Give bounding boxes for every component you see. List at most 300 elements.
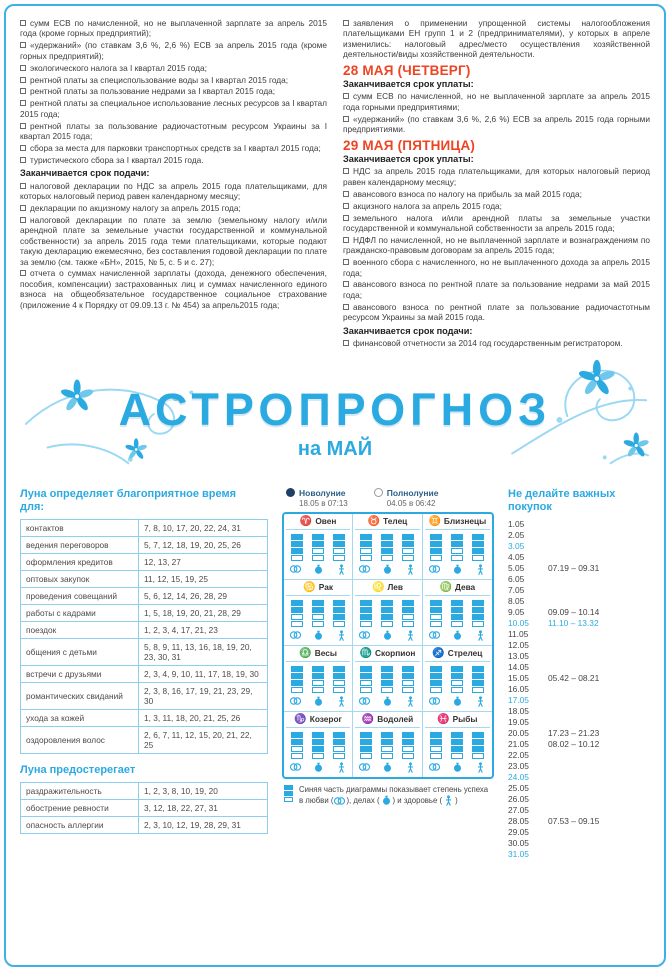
zodiac-cell [423, 514, 492, 580]
bar-segment [381, 607, 393, 613]
zodiac-bars [355, 600, 419, 627]
moon-phase-datetime: 18.05 в 07:13 [299, 498, 348, 508]
zodiac-name: Дева [454, 582, 476, 593]
zodiac-bar-business [381, 534, 393, 561]
zodiac-bar-business [312, 732, 324, 759]
deadline-text: НДФЛ по начисленной, но не выплаченной зарплате и вознаграждениям по гражданско-правовым договорам за апрель 2015 года; [343, 234, 650, 256]
activity-label: оптовых закупок [21, 570, 139, 587]
bar-segment [430, 621, 442, 627]
checkbox-icon [20, 217, 26, 223]
activity-label: проведения совещаний [21, 587, 139, 604]
bar-segment [472, 673, 484, 679]
checkbox-icon [20, 88, 26, 94]
zodiac-cell-header [425, 516, 490, 530]
deadline-item [343, 166, 650, 187]
section-header: Заканчивается срок подачи: [343, 325, 473, 336]
activity-label: опасность аллергии [21, 816, 139, 833]
bar-segment [360, 621, 372, 627]
bar-segment [333, 666, 345, 672]
bar-segment [360, 673, 372, 679]
rings-icon [358, 762, 371, 773]
zodiac-category-icons [355, 762, 419, 773]
moon-phase-legend [286, 488, 494, 508]
money-bag-icon [451, 696, 464, 707]
dates-value: 5, 8, 9, 11, 13, 16, 18, 19, 20, 23, 30, 31 [139, 638, 268, 665]
zodiac-bar-love [360, 600, 372, 627]
zodiac-bar-love [291, 600, 303, 627]
deadline-text: заявления о применении упрощенной системы налогообложения плательщиками ЕН групп 1 и 2 (предпринимателями), у которых в апреле изменились: налоговый адрес/место осуществления хозяйственной деятельности/виды хозяйственной деятельности. [343, 18, 650, 60]
deadline-text: «удержаний» (по ставкам 3,6 %, 2,6 %) ЕСВ за апрель 2015 года (кроме горных предприятий); [20, 40, 327, 61]
zodiac-cell [353, 712, 422, 777]
bar-segment [333, 746, 345, 752]
bar-segment [451, 673, 463, 679]
deadline-text: НДС за апрель 2015 года плательщиками, для которых налоговый период равен календарному месяцу; [343, 166, 650, 187]
bar-segment [360, 753, 372, 759]
bar-segment [312, 673, 324, 679]
rings-icon [289, 564, 302, 575]
bar-segment [291, 607, 303, 613]
moon-phase-item [286, 488, 348, 508]
section-header: Заканчивается срок уплаты: [343, 153, 474, 164]
checkbox-icon [20, 65, 26, 71]
bar-segment [472, 621, 484, 627]
deadline-item [20, 63, 327, 73]
rings-icon [289, 696, 302, 707]
astro-title: АСТРОПРОГНОЗ [118, 383, 552, 435]
bar-segment [333, 614, 345, 620]
zodiac-grid [284, 514, 492, 777]
deadline-item [20, 268, 327, 310]
bar-segment [472, 746, 484, 752]
bar-segment [430, 614, 442, 620]
bar-segment [333, 607, 345, 613]
zodiac-bar-health [472, 534, 484, 561]
zodiac-bars [425, 600, 490, 627]
zodiac-bar-health [402, 666, 414, 693]
table-row [21, 587, 268, 604]
activity-label: романтических свиданий [21, 682, 139, 709]
purchase-day-row [508, 717, 650, 728]
purchase-time: 11.10 – 13.32 [548, 617, 599, 628]
dates-value: 5, 6, 12, 14, 26, 28, 29 [139, 587, 268, 604]
table-row [21, 816, 268, 833]
purchase-time: 07.53 – 09.15 [548, 815, 600, 826]
dates-value: 5, 7, 12, 18, 19, 20, 25, 26 [139, 536, 268, 553]
deadline-item [343, 338, 650, 348]
zodiac-name: Рыбы [452, 714, 478, 725]
zodiac-cell [353, 580, 422, 646]
zodiac-cell [284, 712, 353, 777]
zodiac-legend [282, 785, 494, 807]
bar-segment [333, 548, 345, 554]
checkbox-icon [20, 100, 26, 106]
bar-segment [402, 666, 414, 672]
dates-value: 1, 2, 3, 4, 17, 21, 23 [139, 621, 268, 638]
bar-segment [381, 746, 393, 752]
bar-segment [312, 666, 324, 672]
purchase-date: 24.05 [508, 771, 529, 782]
magazine-page [4, 4, 666, 967]
zodiac-bar-business [381, 600, 393, 627]
purchase-day-row [508, 629, 650, 640]
zodiac-legend-text: Синяя часть диаграммы показывает степень успеха в любви ( ), делах ( ) и здоровье ( ) [299, 784, 489, 805]
bar-segment [402, 732, 414, 738]
filing-deadline-list [20, 181, 327, 310]
bar-segment [312, 534, 324, 540]
favorable-heading: Луна определяет благоприятное время для: [20, 487, 237, 513]
bar-segment [312, 607, 324, 613]
dates-value: 3, 12, 18, 22, 27, 31 [139, 799, 268, 816]
bar-segment [312, 548, 324, 554]
checkbox-icon [20, 42, 26, 48]
bar-segment [360, 600, 372, 606]
calendar-left-column [20, 18, 327, 350]
purchases-heading: Не делайте важных покупок [508, 487, 616, 513]
purchase-day-row [508, 827, 650, 838]
zodiac-symbol-icon: ♒ [361, 713, 375, 725]
purchase-date: 27.05 [508, 804, 529, 815]
bar-segment [291, 548, 303, 554]
bar-segment [430, 548, 442, 554]
purchase-date: 8.05 [508, 595, 525, 606]
zodiac-column [282, 488, 494, 860]
bar-segment [472, 555, 484, 561]
bar-segment [312, 739, 324, 745]
zodiac-bar-health [402, 534, 414, 561]
person-icon [335, 630, 348, 641]
zodiac-cell-header [286, 582, 350, 596]
dates-value: 11, 12, 15, 19, 25 [139, 570, 268, 587]
bar-segment [430, 746, 442, 752]
zodiac-cell-header [425, 714, 490, 728]
date-heading: 29 МАЯ (ПЯТНИЦА) [343, 137, 476, 153]
purchase-day-row [508, 585, 650, 596]
purchase-day-row [508, 519, 650, 530]
deadline-text: акцизного налога за апрель 2015 года; [353, 200, 502, 211]
person-icon [335, 696, 348, 707]
table-row [21, 665, 268, 682]
bar-segment [360, 732, 372, 738]
deadline-text: сбора за места для парковки транспортных средств за I квартал 2015 года; [30, 142, 321, 153]
person-icon [474, 564, 487, 575]
purchase-day-row [508, 728, 650, 739]
purchase-date: 5.05 [508, 562, 525, 573]
bar-segment [333, 739, 345, 745]
activity-label: обострение ревности [21, 799, 139, 816]
purchase-day-row [508, 706, 650, 717]
date-heading: 28 МАЯ (ЧЕТВЕРГ) [343, 62, 471, 78]
purchase-date: 13.05 [508, 650, 529, 661]
bar-segment [472, 600, 484, 606]
zodiac-bars [355, 666, 419, 693]
zodiac-cell-header [425, 648, 490, 662]
deadline-item [20, 143, 327, 153]
moon-phase-name: Полнолуние [386, 487, 439, 498]
money-bag-icon [451, 630, 464, 641]
deadline-text: налоговой декларации по НДС за апрель 2015 года плательщиками, для которых налоговый период равен календарному месяцу; [20, 180, 327, 202]
purchase-day-row [508, 838, 650, 849]
zodiac-bar-business [451, 534, 463, 561]
money-bag-icon [451, 762, 464, 773]
checkbox-icon [343, 203, 349, 209]
zodiac-bar-business [381, 666, 393, 693]
favorable-table [20, 519, 268, 754]
bar-segment [312, 600, 324, 606]
zodiac-name: Телец [383, 516, 408, 527]
zodiac-symbol-icon: ♏ [359, 647, 373, 659]
bar-segment [402, 555, 414, 561]
deadline-text: рентной платы за пользование радиочастотным ресурсом Украины за I квартал 2015 года; [20, 120, 327, 142]
bar-segment [312, 746, 324, 752]
astro-subtitle: на МАЙ [297, 437, 373, 460]
bar-segment [451, 600, 463, 606]
deadline-item [20, 121, 327, 142]
moon-phase-item [374, 488, 439, 508]
purchases-column [508, 488, 650, 860]
person-icon [442, 795, 455, 806]
checkbox-icon [20, 77, 26, 83]
zodiac-bars [286, 600, 350, 627]
bar-segment [360, 534, 372, 540]
purchase-date: 20.05 [508, 727, 529, 738]
purchase-day-row [508, 552, 650, 563]
zodiac-category-icons [355, 564, 419, 575]
person-icon [335, 564, 348, 575]
zodiac-cell [284, 514, 353, 580]
purchase-date: 28.05 [508, 815, 529, 826]
purchase-date: 21.05 [508, 738, 529, 749]
person-icon [404, 630, 417, 641]
zodiac-bar-love [430, 732, 442, 759]
activity-label: встречи с друзьями [21, 665, 139, 682]
bar-segment [451, 680, 463, 686]
table-row [21, 604, 268, 621]
bar-segment [451, 732, 463, 738]
table-row [21, 621, 268, 638]
bar-segment [291, 739, 303, 745]
zodiac-bar-love [291, 534, 303, 561]
bar-segment [451, 614, 463, 620]
zodiac-cell-header [355, 582, 419, 596]
zodiac-symbol-icon: ♈ [299, 515, 313, 527]
dates-value: 2, 3, 10, 12, 19, 28, 29, 31 [139, 816, 268, 833]
zodiac-name: Стрелец [447, 648, 483, 659]
purchase-day-row [508, 673, 650, 684]
purchase-day-row [508, 695, 650, 706]
activity-label: ухода за кожей [21, 709, 139, 726]
purchase-time: 08.02 – 10.12 [548, 738, 600, 749]
money-bag-icon [381, 696, 394, 707]
zodiac-category-icons [286, 630, 350, 641]
rings-icon [358, 564, 371, 575]
section-header: Заканчивается срок уплаты: [343, 79, 474, 90]
zodiac-bar-love [360, 534, 372, 561]
full-moon-icon [374, 488, 383, 497]
moon-phase-row [286, 488, 348, 498]
zodiac-bar-health [402, 732, 414, 759]
bar-segment [312, 555, 324, 561]
activity-label: оздоровления волос [21, 726, 139, 753]
checkbox-icon [343, 215, 349, 221]
bar-segment [333, 673, 345, 679]
zodiac-bar-business [451, 732, 463, 759]
purchase-day-row [508, 530, 650, 541]
zodiac-cell-header [355, 516, 419, 530]
checkbox-icon [343, 191, 349, 197]
bar-segment [402, 600, 414, 606]
zodiac-category-icons [425, 564, 490, 575]
checkbox-icon [343, 168, 349, 174]
deadline-item [343, 213, 650, 234]
money-bag-icon [312, 630, 325, 641]
bar-segment [430, 753, 442, 759]
purchase-date: 22.05 [508, 749, 529, 760]
checkbox-icon [20, 183, 26, 189]
table-row [21, 553, 268, 570]
rings-icon [358, 630, 371, 641]
deadline-item [20, 98, 327, 119]
purchase-date: 7.05 [508, 584, 525, 595]
bar-segment [451, 753, 463, 759]
deadline-text: рентной платы за пользование недрами за I квартал 2015 года; [30, 86, 276, 97]
purchase-day-row [508, 783, 650, 794]
dates-value: 1, 5, 18, 19, 20, 21, 28, 29 [139, 604, 268, 621]
deadline-item [343, 279, 650, 300]
astro-banner [20, 354, 650, 482]
deadline-item [343, 302, 650, 323]
rings-icon [428, 564, 441, 575]
deadline-text: экологического налога за I квартал 2015 года; [30, 62, 207, 73]
bar-segment [360, 555, 372, 561]
zodiac-cell [353, 514, 422, 580]
purchase-date: 25.05 [508, 782, 529, 793]
purchase-date: 16.05 [508, 683, 529, 694]
bar-segment [402, 739, 414, 745]
deadline-text: сумм ЕСВ по начисленной, но не выплаченной зарплате за апрель 2015 года горными предприятиями; [343, 91, 650, 112]
table-row [21, 799, 268, 816]
bar-segment [430, 673, 442, 679]
bar-segment [360, 680, 372, 686]
zodiac-category-icons [286, 564, 350, 575]
bar-segment [381, 739, 393, 745]
bar-segment [472, 614, 484, 620]
dates-value: 2, 3, 4, 9, 10, 11, 17, 18, 19, 30 [139, 665, 268, 682]
bar-segment [381, 555, 393, 561]
deadline-item [20, 40, 327, 61]
lunar-tables-column [20, 488, 268, 860]
person-icon [404, 564, 417, 575]
deadline-text: финансовой отчетности за 2014 год государственным регистратором. [353, 337, 623, 348]
checkbox-icon [343, 281, 349, 287]
deadlines-calendar [20, 18, 650, 350]
purchase-day-row [508, 640, 650, 651]
purchase-time: 17.23 – 21.23 [548, 727, 600, 738]
zodiac-symbol-icon: ♊ [428, 515, 441, 527]
bar-segment [284, 785, 293, 790]
bar-segment [472, 680, 484, 686]
dates-value: 1, 3, 11, 18, 20, 21, 25, 26 [139, 709, 268, 726]
zodiac-name: Весы [314, 648, 337, 659]
bar-segment [402, 687, 414, 693]
purchase-date: 15.05 [508, 672, 529, 683]
zodiac-cell [423, 580, 492, 646]
bar-segment [381, 621, 393, 627]
deadline-item [20, 18, 327, 39]
bar-segment [402, 673, 414, 679]
money-bag-icon [312, 696, 325, 707]
purchase-date: 9.05 [508, 606, 525, 617]
zodiac-cell-header [355, 714, 419, 728]
purchase-date: 31.05 [508, 848, 529, 859]
zodiac-bars [286, 732, 350, 759]
zodiac-bar-health [333, 666, 345, 693]
bar-segment [451, 746, 463, 752]
bar-segment [472, 687, 484, 693]
bar-segment [430, 732, 442, 738]
table-row [21, 519, 268, 536]
purchase-date: 10.05 [508, 617, 529, 628]
bar-segment [312, 621, 324, 627]
bar-segment [312, 687, 324, 693]
zodiac-name: Скорпион [375, 648, 416, 659]
bar-segment [430, 680, 442, 686]
purchase-date: 19.05 [508, 716, 529, 727]
bar-segment [333, 600, 345, 606]
deadline-item [20, 215, 327, 267]
deadline-item [20, 155, 327, 165]
bar-segment [333, 753, 345, 759]
bar-segment [291, 541, 303, 547]
checkbox-icon [343, 304, 349, 310]
zodiac-bar-love [291, 732, 303, 759]
purchase-time: 05.42 – 08.21 [548, 672, 600, 683]
bar-segment [402, 753, 414, 759]
new-moon-icon [286, 488, 295, 497]
bar-segment [381, 600, 393, 606]
bar-segment [430, 555, 442, 561]
purchase-day-row [508, 816, 650, 827]
zodiac-cell-header [286, 648, 350, 662]
deadline-text: рентной платы за специальное использование лесных ресурсов за I квартал 2015 года; [20, 98, 327, 119]
purchase-day-row [508, 574, 650, 585]
zodiac-symbol-icon: ♓ [437, 713, 450, 725]
bar-segment [381, 666, 393, 672]
bar-segment [291, 680, 303, 686]
bar-segment [291, 621, 303, 627]
purchase-day-row [508, 596, 650, 607]
table-row [21, 638, 268, 665]
person-icon [474, 696, 487, 707]
bar-segment [312, 753, 324, 759]
deadline-item [343, 257, 650, 278]
purchase-day-row [508, 684, 650, 695]
moon-phase-row [374, 488, 439, 498]
zodiac-bar-health [333, 732, 345, 759]
bar-segment [472, 534, 484, 540]
bar-segment [402, 534, 414, 540]
bar-segment [472, 541, 484, 547]
bar-segment [333, 555, 345, 561]
money-bag-icon [381, 762, 394, 773]
bar-segment [451, 555, 463, 561]
deadline-text: авансового взноса по рентной плате за пользование недрами за май 2015 года; [343, 279, 650, 300]
zodiac-bars [425, 732, 490, 759]
checkbox-icon [20, 157, 26, 163]
activity-label: контактов [21, 519, 139, 536]
purchase-date: 14.05 [508, 661, 529, 672]
zodiac-symbol-icon: ♎ [299, 647, 312, 659]
bar-segment [472, 732, 484, 738]
